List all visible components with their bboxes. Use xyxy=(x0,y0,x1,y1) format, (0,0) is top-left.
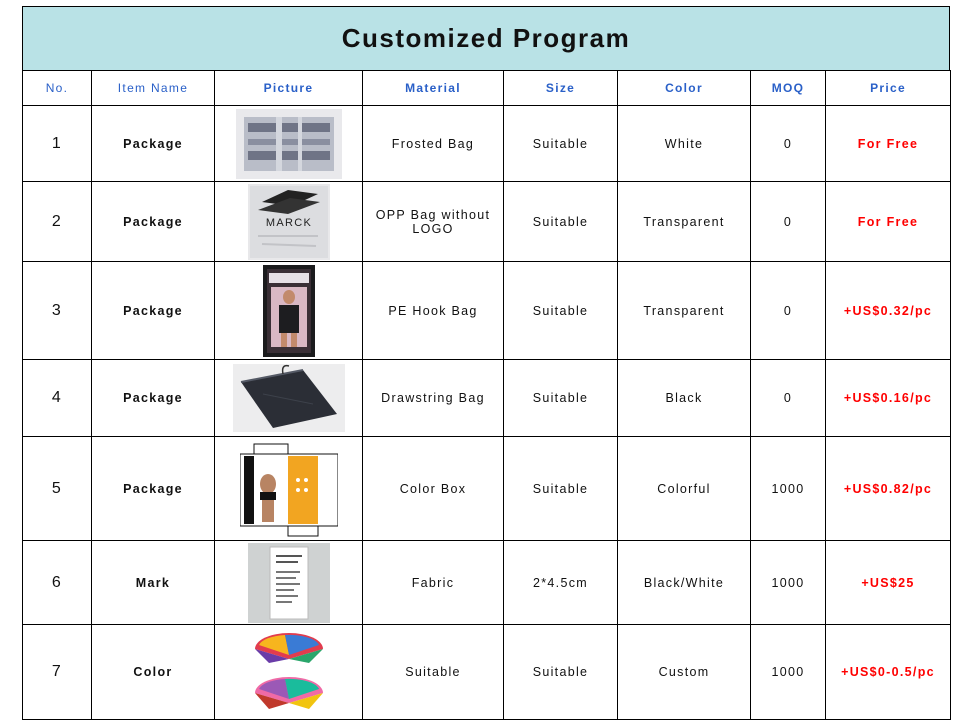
moq: 0 xyxy=(751,262,826,360)
row-number: 4 xyxy=(23,360,92,437)
row-number: 2 xyxy=(23,182,92,262)
opp-bag-image xyxy=(248,184,330,260)
size: Suitable xyxy=(504,262,618,360)
picture-cell xyxy=(215,541,363,625)
moq: 1000 xyxy=(751,541,826,625)
size: 2*4.5cm xyxy=(504,541,618,625)
item-name: Package xyxy=(92,262,215,360)
frosted-bag-image xyxy=(236,109,342,179)
price: For Free xyxy=(826,182,951,262)
page-title: Customized Program xyxy=(341,23,631,53)
moq: 0 xyxy=(751,182,826,262)
material: PE Hook Bag xyxy=(363,262,504,360)
size: Suitable xyxy=(504,437,618,541)
row-number: 1 xyxy=(23,106,92,182)
price: +US$0.32/pc xyxy=(826,262,951,360)
header-size: Size xyxy=(504,71,618,106)
price: +US$25 xyxy=(826,541,951,625)
material: Suitable xyxy=(363,625,504,720)
item-name: Mark xyxy=(92,541,215,625)
table-row xyxy=(23,541,951,625)
size: Suitable xyxy=(504,360,618,437)
fabric-label-image xyxy=(248,543,330,623)
table-row xyxy=(23,437,951,541)
color: Colorful xyxy=(618,437,751,541)
item-name: Package xyxy=(92,360,215,437)
table-row xyxy=(23,625,951,720)
header-price: Price xyxy=(826,71,951,106)
title-bar xyxy=(22,6,950,71)
table-row xyxy=(23,262,951,360)
opp-bag-logo-text: MARCK xyxy=(265,216,312,229)
item-name: Package xyxy=(92,106,215,182)
row-number: 5 xyxy=(23,437,92,541)
color-box-image xyxy=(240,440,338,538)
color: Black xyxy=(618,360,751,437)
moq: 0 xyxy=(751,106,826,182)
size: Suitable xyxy=(504,106,618,182)
moq: 1000 xyxy=(751,625,826,720)
price: For Free xyxy=(826,106,951,182)
header-row xyxy=(23,71,951,106)
pe-hook-bag-image xyxy=(263,265,315,357)
size: Suitable xyxy=(504,182,618,262)
item-name: Package xyxy=(92,437,215,541)
material: OPP Bag without LOGO xyxy=(363,182,504,262)
program-table xyxy=(22,70,951,720)
table-row xyxy=(23,360,951,437)
picture-cell xyxy=(215,106,363,182)
header-material: Material xyxy=(363,71,504,106)
item-name: Package xyxy=(92,182,215,262)
material: Color Box xyxy=(363,437,504,541)
material: Frosted Bag xyxy=(363,106,504,182)
table-row xyxy=(23,106,951,182)
row-number: 6 xyxy=(23,541,92,625)
header-picture: Picture xyxy=(215,71,363,106)
color: Transparent xyxy=(618,182,751,262)
price: +US$0-0.5/pc xyxy=(826,625,951,720)
size: Suitable xyxy=(504,625,618,720)
picture-cell xyxy=(215,360,363,437)
table-row xyxy=(23,182,951,262)
header-color: Color xyxy=(618,71,751,106)
picture-cell xyxy=(215,625,363,720)
color-swatch-image xyxy=(251,627,327,717)
item-name: Color xyxy=(92,625,215,720)
row-number: 7 xyxy=(23,625,92,720)
price: +US$0.16/pc xyxy=(826,360,951,437)
color: Black/White xyxy=(618,541,751,625)
program-sheet xyxy=(22,6,950,722)
picture-cell xyxy=(215,182,363,262)
drawstring-bag-image xyxy=(233,364,345,432)
picture-cell xyxy=(215,437,363,541)
color: White xyxy=(618,106,751,182)
picture-cell xyxy=(215,262,363,360)
color: Transparent xyxy=(618,262,751,360)
color: Custom xyxy=(618,625,751,720)
row-number: 3 xyxy=(23,262,92,360)
material: Drawstring Bag xyxy=(363,360,504,437)
header-no: No. xyxy=(23,71,92,106)
material: Fabric xyxy=(363,541,504,625)
header-moq: MOQ xyxy=(751,71,826,106)
moq: 1000 xyxy=(751,437,826,541)
price: +US$0.82/pc xyxy=(826,437,951,541)
moq: 0 xyxy=(751,360,826,437)
header-item-name: Item Name xyxy=(92,71,215,106)
